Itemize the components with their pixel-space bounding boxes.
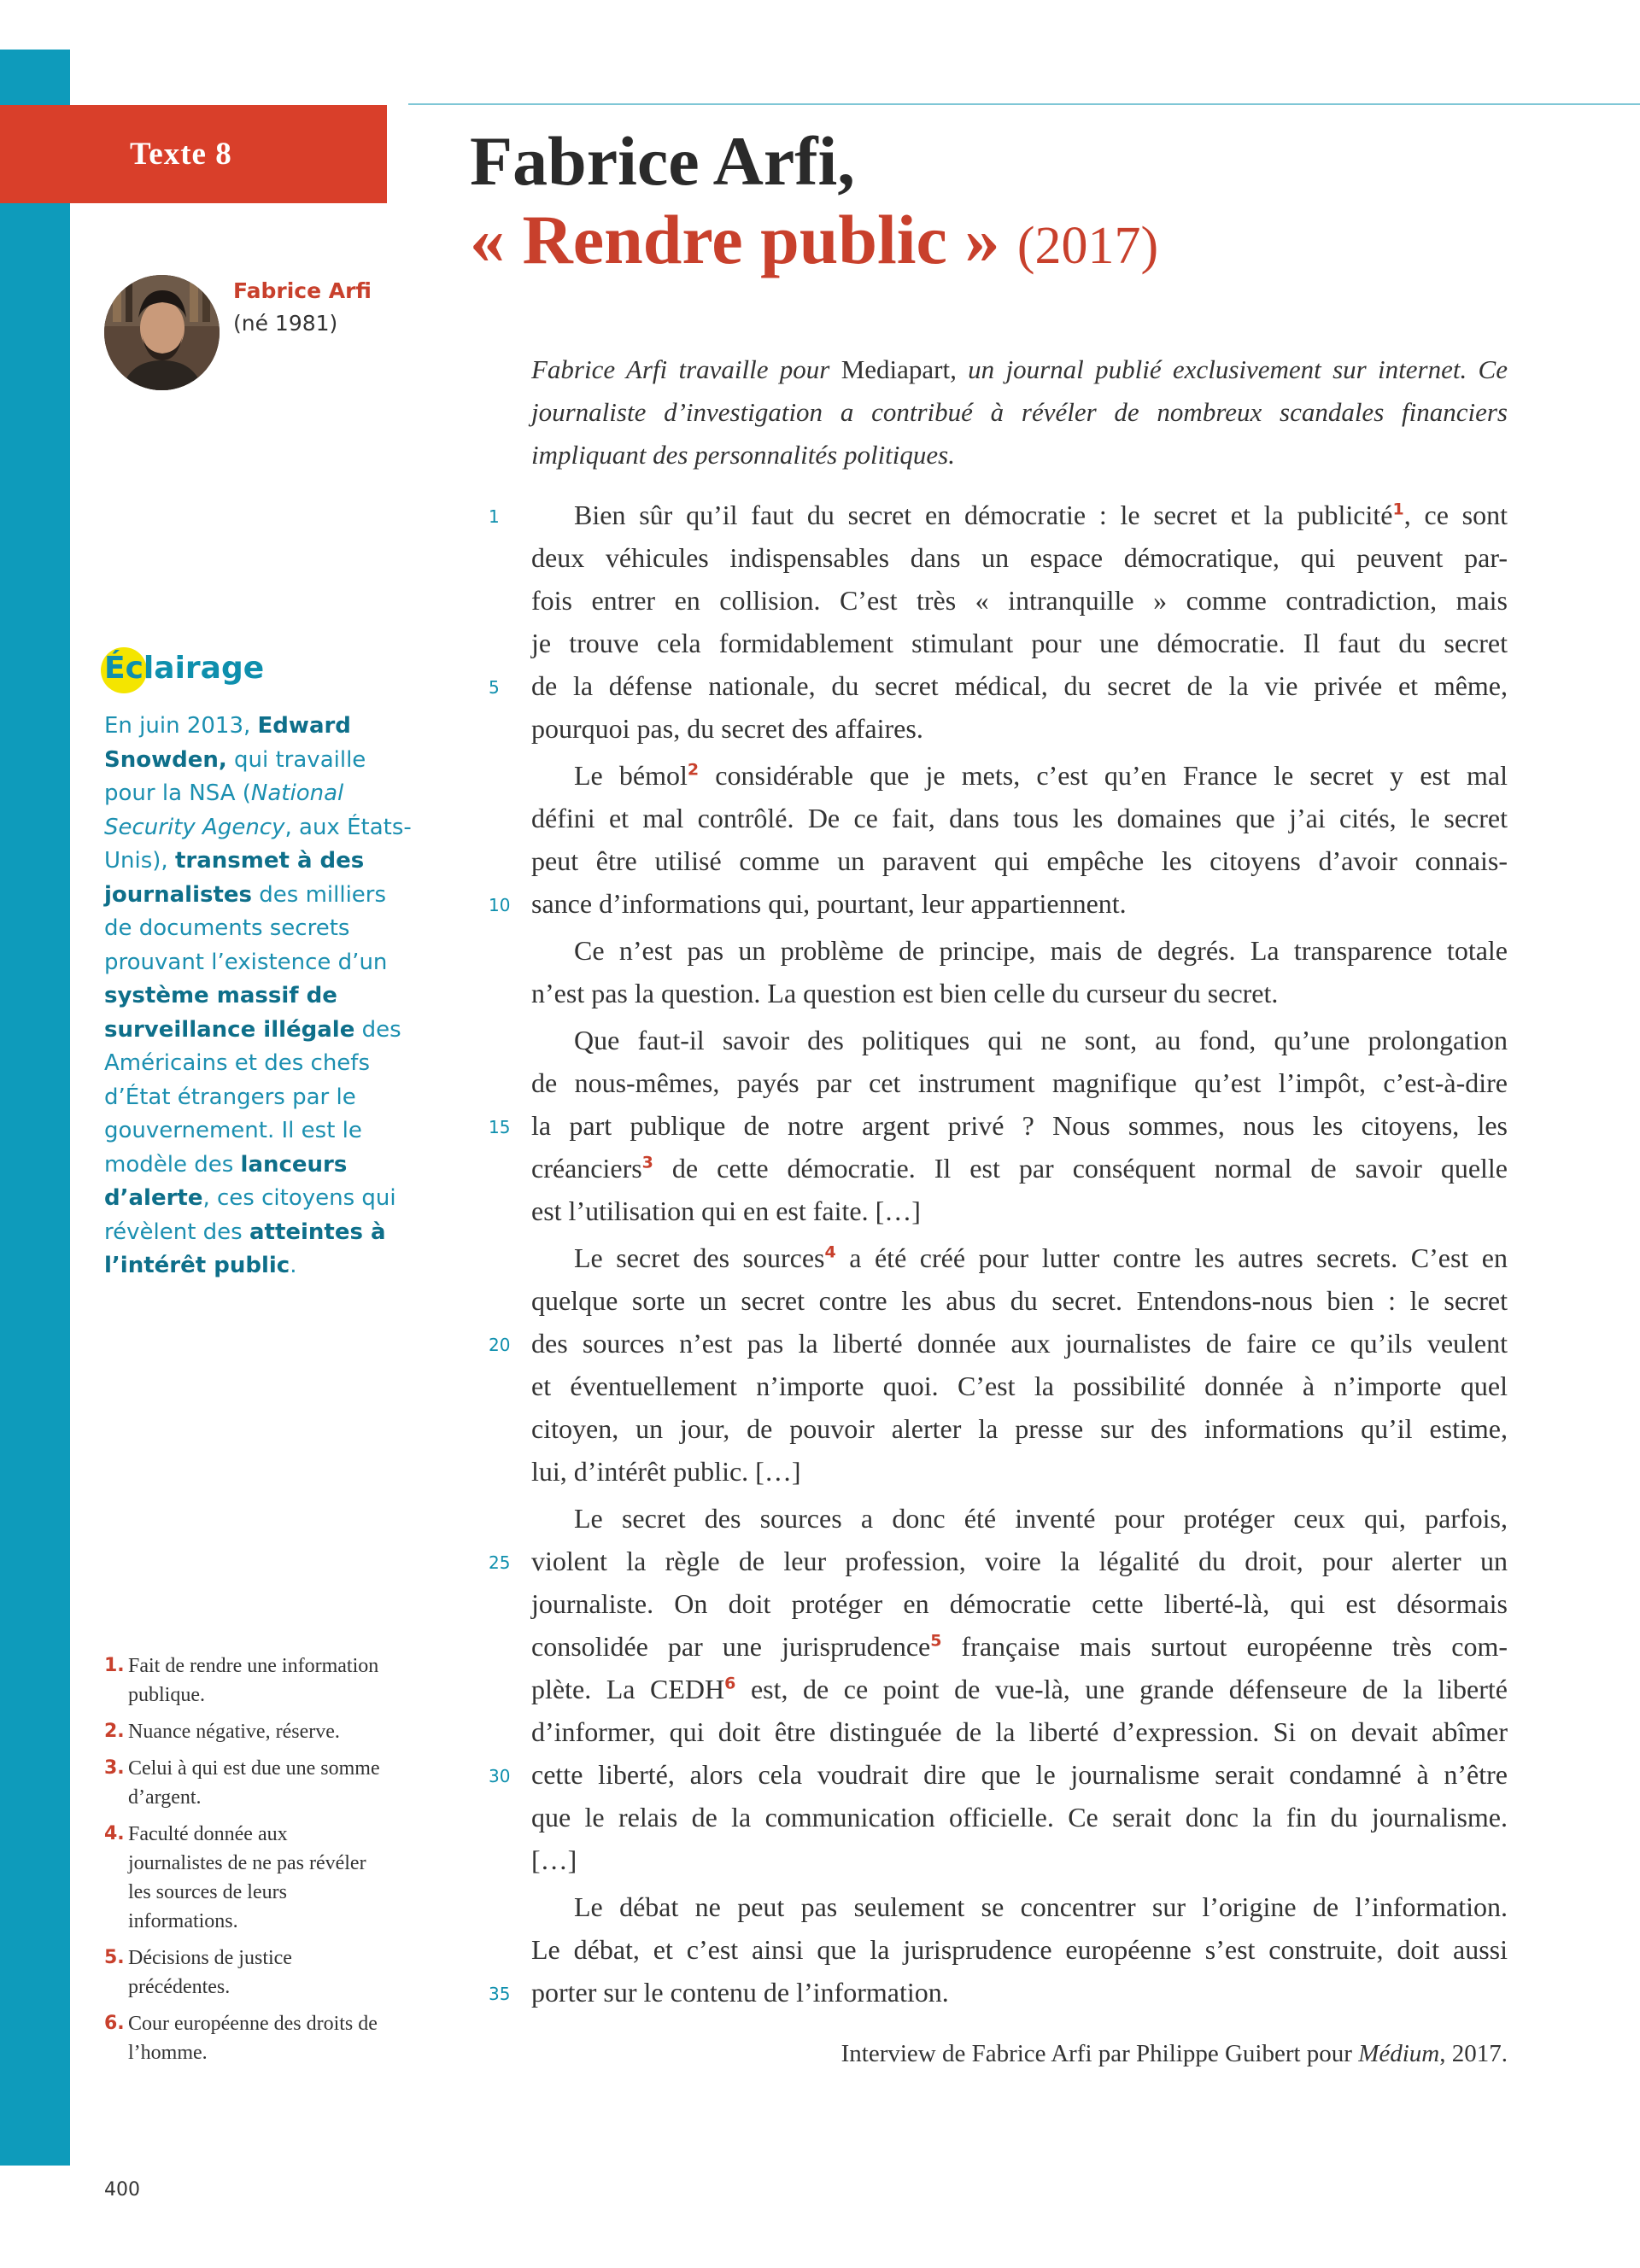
- text-line: [489, 882, 1508, 925]
- line-text: consolidée par une jurisprudence$^5$ française mais surtout européenne très com-: [531, 1631, 1508, 1662]
- eclairage-bold: lanceurs d’alerte: [104, 1151, 348, 1211]
- line-text: journaliste. On doit protéger en démocratie cette liberté-là, qui est désormais: [531, 1588, 1508, 1619]
- line-text: que le relais de la communication officielle. Ce serait donc la fin du journalisme.: [531, 1802, 1508, 1833]
- footnote: [104, 1944, 386, 2002]
- intro-part: , un journal publié exclusivement sur internet. Ce journaliste d’investigation a contribué à révéler de nombreux scandales financiers impliquant des personnalités politiques.: [531, 354, 1508, 470]
- footnote-text: Faculté donnée aux journalistes de ne pas révéler les sources de leurs informations.: [128, 1823, 366, 1932]
- text-line: [489, 972, 1508, 1014]
- line-text: citoyen, un jour, de pouvoir alerter la presse sur des informations qu’il estime,: [531, 1413, 1508, 1444]
- footnote-number: 4.: [104, 1823, 125, 1844]
- line-text: des sources n’est pas la liberté donnée aux journalistes de faire ce qu’ils veulent: [531, 1328, 1508, 1359]
- text-line: [489, 1625, 1508, 1668]
- footnote-text: Fait de rendre une information publique.: [128, 1655, 379, 1706]
- footnote-text: Celui à qui est due une somme d’argent.: [128, 1757, 380, 1809]
- text-line: [489, 1540, 1508, 1582]
- line-text: n’est pas la question. La question est bien celle du curseur du secret.: [531, 978, 1279, 1008]
- footnote: [104, 1754, 386, 1812]
- text-line: [489, 929, 1508, 972]
- text-line: [489, 1710, 1508, 1753]
- line-text: Le débat, et c’est ainsi que la jurisprudence européenne s’est construite, doit aussi: [531, 1934, 1508, 1965]
- line-number: 1: [489, 506, 500, 527]
- page-title: [470, 122, 1159, 278]
- text-line: [489, 579, 1508, 622]
- line-text: plète. La CEDH$^6$ est, de ce point de vue-là, une grande défenseure de la liberté: [531, 1674, 1508, 1704]
- text-line: [489, 494, 1508, 536]
- source-work: Médium: [1358, 2040, 1440, 2067]
- line-number: 35: [489, 1984, 511, 2004]
- footnote-number: 2.: [104, 1721, 125, 1742]
- text-line: [489, 839, 1508, 882]
- line-text: Le bémol$^2$ considérable que je mets, c’est qu’en France le secret y est mal: [574, 760, 1508, 791]
- text-line: [489, 1885, 1508, 1928]
- footnote-ref: 3: [641, 1153, 653, 1172]
- line-text: deux véhicules indispensables dans un espace démocratique, qui peuvent par-: [531, 542, 1508, 573]
- line-text: peut être utilisé comme un paravent qui empêche les citoyens d’avoir connais-: [531, 845, 1508, 876]
- line-text: […]: [531, 1844, 577, 1875]
- line-text: Que faut-il savoir des politiques qui ne sont, au fond, qu’une prolongation: [574, 1025, 1508, 1055]
- footnote-ref: 5: [930, 1631, 942, 1651]
- eclairage-bold: système massif de surveillance illégale: [104, 983, 355, 1043]
- line-text: lui, d’intérêt public. […]: [531, 1456, 801, 1487]
- footnotes: [104, 1651, 386, 2075]
- footnote: [104, 1651, 386, 1710]
- line-number: 15: [489, 1117, 511, 1137]
- eclairage-part: qui travaille pour la NSA (: [104, 746, 366, 806]
- line-text: sance d’informations qui, pourtant, leur appartiennent.: [531, 888, 1127, 919]
- source-citation: [841, 2040, 1508, 2068]
- text-line: [489, 1838, 1508, 1881]
- intro-part: Fabrice Arfi travaille pour: [531, 354, 841, 384]
- eclairage-part: , ces citoyens qui révèlent des: [104, 1185, 396, 1245]
- eclairage-part: En juin 2013,: [104, 713, 258, 739]
- page-number: 400: [104, 2179, 140, 2201]
- text-line: [489, 1190, 1508, 1232]
- text-line: [489, 1450, 1508, 1493]
- text-line: [489, 1365, 1508, 1407]
- line-text: défini et mal contrôlé. De ce fait, dans tous les domaines que j’ai cités, le secret: [531, 803, 1508, 833]
- line-text: Le débat ne peut pas seulement se concentrer sur l’origine de l’information.: [574, 1891, 1508, 1922]
- footnote-ref: 6: [724, 1674, 736, 1693]
- line-text: je trouve cela formidablement stimulant pour une démocratie. Il faut du secret: [531, 628, 1508, 658]
- text-line: [489, 1796, 1508, 1838]
- line-text: d’informer, qui doit être distinguée de la liberté d’expression. Si on devait abîmer: [531, 1716, 1508, 1747]
- line-text: quelque sorte un secret contre les abus du secret. Entendons-nous bien : le secret: [531, 1285, 1508, 1316]
- line-text: pourquoi pas, du secret des affaires.: [531, 713, 923, 744]
- footnote-number: 1.: [104, 1655, 125, 1676]
- eclairage-bold: transmet à des journalistes: [104, 848, 365, 908]
- title-year: (2017): [1016, 217, 1159, 275]
- line-text: violent la règle de leur profession, voire la légalité du droit, pour alerter un: [531, 1546, 1508, 1576]
- title-work-name: « Rendre public »: [470, 201, 1000, 278]
- line-text: de nous-mêmes, payés par cet instrument magnifique qu’est l’impôt, c’est-à-dire: [531, 1067, 1508, 1098]
- line-number: 20: [489, 1335, 511, 1355]
- text-label-box: [0, 105, 387, 203]
- eclairage-part: des milliers de documents secrets prouvant l’existence d’un: [104, 881, 388, 975]
- author-caption: [233, 275, 372, 339]
- line-text: Le secret des sources a donc été inventé pour protéger ceux qui, parfois,: [574, 1503, 1508, 1534]
- footnote: [104, 1717, 386, 1746]
- footnote-text: Cour européenne des droits de l’homme.: [128, 2013, 378, 2064]
- line-text: et éventuellement n’importe quoi. C’est la possibilité donnée à n’importe quel: [531, 1371, 1508, 1401]
- eclairage-italic: National Security Agency: [104, 780, 344, 840]
- line-number: 10: [489, 895, 511, 915]
- text-line: [489, 754, 1508, 797]
- text-line: [489, 622, 1508, 664]
- text-line: [489, 1928, 1508, 1971]
- footnote-ref: 4: [824, 1242, 836, 1262]
- author-dates: (né 1981): [233, 310, 338, 336]
- text-line: [489, 1236, 1508, 1279]
- line-text: la part publique de notre argent privé ? Nous sommes, nous les citoyens, les: [531, 1110, 1508, 1141]
- text-line: [489, 1668, 1508, 1710]
- line-text: Ce n’est pas un problème de principe, mais de degrés. La transparence totale: [574, 935, 1508, 966]
- text-line: [489, 797, 1508, 839]
- intro-journal: Mediapart: [840, 354, 951, 384]
- footnote-number: 5.: [104, 1947, 125, 1968]
- line-text: Bien sûr qu’il faut du secret en démocratie : le secret et la publicité$^1$, ce sont: [574, 500, 1508, 530]
- source-part: Interview de Fabrice Arfi par Philippe Guibert pour: [840, 2040, 1359, 2067]
- line-text: créanciers$^3$ de cette démocratie. Il est par conséquent normal de savoir quelle: [531, 1153, 1508, 1184]
- title-author: Fabrice Arfi,: [470, 122, 855, 200]
- footnote-ref: 1: [1392, 500, 1404, 519]
- text-line: [489, 1279, 1508, 1322]
- line-text: cette liberté, alors cela voudrait dire que le journalisme serait condamné à n’être: [531, 1759, 1508, 1790]
- text-line: [489, 1061, 1508, 1104]
- text-line: [489, 1322, 1508, 1365]
- text-line: [489, 1582, 1508, 1625]
- eclairage-text: [104, 710, 416, 1283]
- eclairage-bold: atteintes à l’intérêt public: [104, 1219, 386, 1278]
- line-text: est l’utilisation qui en est faite. […]: [531, 1195, 921, 1226]
- footnote-text: Décisions de justice précédentes.: [128, 1947, 292, 1998]
- line-text: fois entrer en collision. C’est très « intranquille » comme contradiction, mais: [531, 585, 1508, 616]
- title-work: [470, 201, 1159, 278]
- line-text: porter sur le contenu de l’information.: [531, 1977, 949, 2008]
- text-line: [489, 1753, 1508, 1796]
- eclairage-title: Éclairage: [104, 651, 265, 686]
- line-text: Le secret des sources$^4$ a été créé pour lutter contre les autres secrets. C’est en: [574, 1242, 1508, 1273]
- text-line: [489, 1407, 1508, 1450]
- footnote: [104, 2009, 386, 2067]
- main-text: [489, 494, 1508, 2014]
- header-rule: [408, 103, 1640, 105]
- text-line: [489, 664, 1508, 707]
- intro-paragraph: [531, 348, 1508, 476]
- text-line: [489, 1971, 1508, 2014]
- eclairage-part: , aux États-Unis),: [104, 814, 412, 874]
- author-name: Fabrice Arfi: [233, 278, 372, 303]
- eclairage-part: .: [290, 1253, 297, 1278]
- text-line: [489, 1147, 1508, 1190]
- line-text: de la défense nationale, du secret médical, du secret de la vie privée et même,: [531, 670, 1508, 701]
- footnote-number: 3.: [104, 1757, 125, 1779]
- footnote-text: Nuance négative, réserve.: [128, 1721, 340, 1743]
- text-line: [489, 1104, 1508, 1147]
- text-line: [489, 1497, 1508, 1540]
- footnote-ref: 2: [687, 760, 700, 780]
- author-portrait: [104, 275, 220, 390]
- footnote-number: 6.: [104, 2013, 125, 2034]
- text-line: [489, 1019, 1508, 1061]
- text-line: [489, 707, 1508, 750]
- source-part: , 2017.: [1439, 2040, 1508, 2067]
- left-margin-bar: [0, 50, 70, 2166]
- eclairage-bold: Edward Snowden,: [104, 713, 351, 773]
- eclairage-part: des Américains et des chefs d’État étrangers par le gouvernement. Il est le modèle des: [104, 1016, 401, 1178]
- text-label: Texte 8: [130, 137, 232, 172]
- line-number: 30: [489, 1766, 511, 1786]
- footnote: [104, 1820, 386, 1936]
- text-line: [489, 536, 1508, 579]
- line-number: 25: [489, 1552, 511, 1573]
- line-number: 5: [489, 677, 500, 698]
